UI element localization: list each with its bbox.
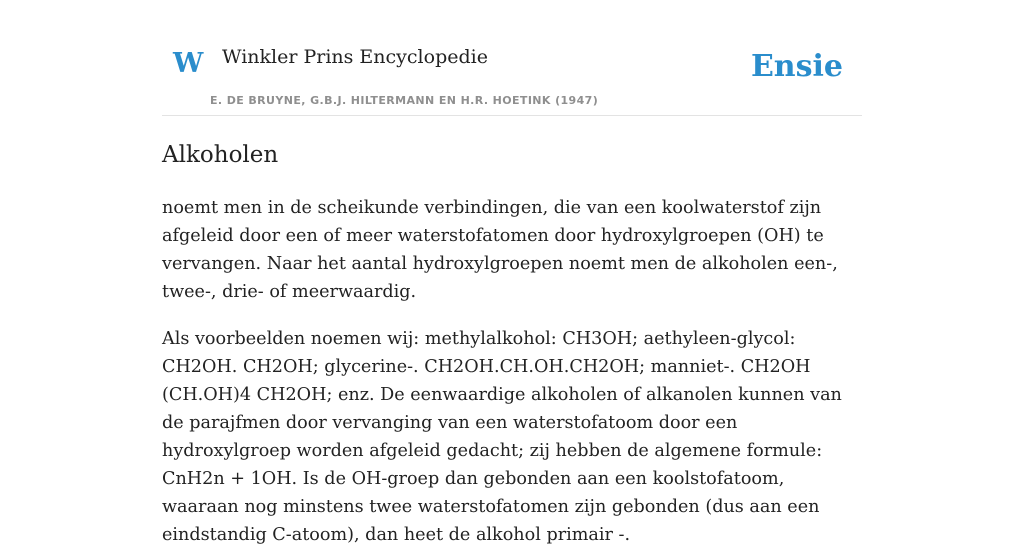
article-paragraph-2: Als voorbeelden noemen wij: methylalkohol: CH3OH; aethyleen-glycol: CH2OH. CH2OH; glycerine-. CH2OH.CH.OH.CH2OH; manniet-. CH2OH (CH.OH)4 CH2OH; enz. De eenwaardige alkoholen of alkanolen kunnen van de parajfmen door vervanging van een waterstofatoom door een hydroxylgroep worden afgeleid gedacht; zij hebben de algemene formule: CnH2n + 1OH. Is de OH-groep dan gebonden aan een koolstofatoom, waaraan nog minstens twee waterstofatomen zijn gebonden (dus aan een eindstandig C-atoom), dan heet de alkohol primair -. xyxy=(162,328,842,545)
logo-w-icon[interactable]: W xyxy=(173,48,204,79)
article-paragraph-1: noemt men in de scheikunde verbindingen, die van een koolwaterstof zijn afgeleid door een of meer waterstofatomen door hydroxylgroepen (OH) te vervangen. Naar het aantal hydroxylgroepen noemt men de alkoholen een-, twee-, drie- of meerwaardig. xyxy=(162,197,838,302)
authors-subtitle: E. DE BRUYNE, G.B.J. HILTERMANN EN H.R. HOETINK (1947) xyxy=(210,94,599,107)
article-title: Alkoholen xyxy=(162,142,279,168)
page xyxy=(162,0,862,545)
ensie-brand-logo[interactable]: Ensie xyxy=(750,49,843,84)
site-header xyxy=(162,0,862,116)
site-title[interactable]: Winkler Prins Encyclopedie xyxy=(222,46,488,68)
